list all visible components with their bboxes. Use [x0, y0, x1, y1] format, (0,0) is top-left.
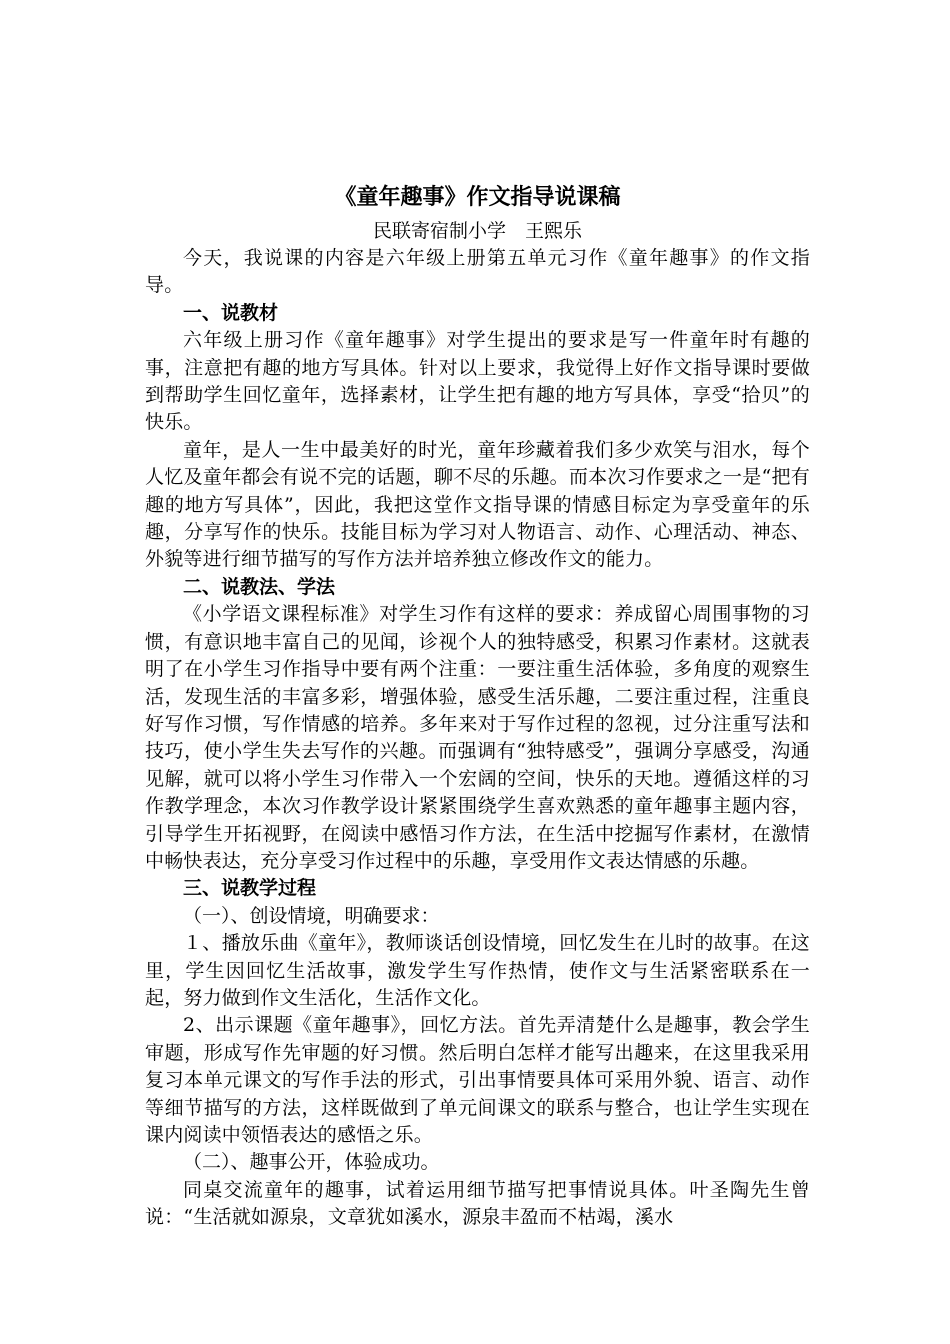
process-subheading-2: （二）、趣事公开，体验成功。	[183, 1151, 440, 1174]
materials-paragraph-1: 六年级上册习作《童年趣事》对学生提出的要求是写一件童年时有趣的事，注意把有趣的地方写具体。针对以上要求，我觉得上好作文指导课时要做到帮助学生回忆童年，选择素材，让学生把有趣的地方写具体，享受“拾贝”的快乐。	[145, 329, 810, 434]
methods-paragraph-1: 《小学语文课程标准》对学生习作有这样的要求：养成留心周围事物的习惯，有意识地丰富自己的见闻，诊视个人的独特感受，积累习作素材。这就表明了在小学生习作指导中要有两个注重：一要注重生活体验，多角度的观察生活，发现生活的丰富多彩，增强体验，感受生活乐趣，二要注重过程，注重良好写作习惯，写作情感的培养。多年来对于写作过程的忽视，过分注重写法和技巧，使小学生失去写作的兴趣。而强调有“独特感受”，强调分享感受，沟通见解，就可以将小学生习作带入一个宏阔的空间，快乐的天地。遵循这样的习作教学理念，本次习作教学设计紧紧围绕学生喜欢熟悉的童年趣事主题内容，引导学生开拓视野，在阅读中感悟习作方法，在生活中挖掘写作素材，在激情中畅快表达，充分享受习作过程中的乐趣，享受用作文表达情感的乐趣。	[145, 603, 810, 872]
process-step-3: 同桌交流童年的趣事，试着运用细节描写把事情说具体。叶圣陶先生曾说：“生活就如源泉，文章犹如溪水，源泉丰盈而不枯竭，溪水	[145, 1178, 810, 1229]
process-subheading-1: （一）、创设情境，明确要求：	[183, 904, 440, 927]
section-heading-materials: 一、说教材	[183, 301, 279, 324]
process-step-2: 2、出示课题《童年趣事》，回忆方法。首先弄清楚什么是趣事，教会学生审题，形成写作先审题的好习惯。然后明白怎样才能写出趣来，在这里我采用复习本单元课文的写作手法的形式，引出事情要具体可采用外貌、语言、动作等细节描写的方法，这样既做到了单元间课文的联系与整合，也让学生实现在课内阅读中领悟表达的感悟之乐。	[145, 1014, 810, 1146]
document-title: 《童年趣事》作文指导说课稿	[334, 185, 621, 210]
document-author: 民联寄宿制小学 王熙乐	[372, 220, 582, 242]
document-page	[145, 180, 810, 1232]
intro-paragraph: 今天，我说课的内容是六年级上册第五单元习作《童年趣事》的作文指导。	[145, 247, 810, 297]
section-heading-process: 三、说教学过程	[183, 877, 317, 900]
materials-paragraph-2: 童年，是人一生中最美好的时光，童年珍藏着我们多少欢笑与泪水，每个人忆及童年都会有说不完的话题，聊不尽的乐趣。而本次习作要求之一是“把有趣的地方写具体”，因此，我把这堂作文指导课的情感目标定为享受童年的乐趣，分享写作的快乐。技能目标为学习对人物语言、动作、心理活动、神态、外貌等进行细节描写的写作方法并培养独立修改作文的能力。	[145, 438, 810, 571]
process-step-1: １、播放乐曲《童年》，教师谈话创设情境，回忆发生在儿时的故事。在这里，学生因回忆生活故事，激发学生写作热情，使作文与生活紧密联系在一起，努力做到作文生活化，生活作文化。	[145, 932, 810, 1009]
section-heading-methods: 二、说教法、学法	[183, 575, 336, 598]
